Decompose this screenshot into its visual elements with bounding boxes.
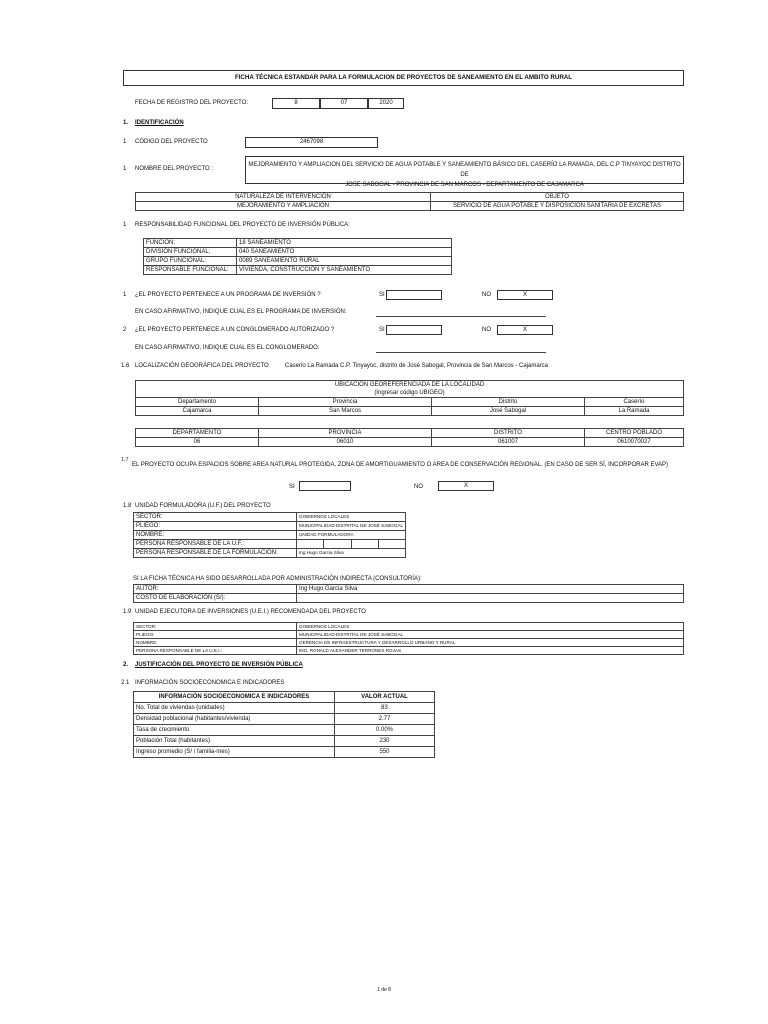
row-key: GRUPO FUNCIONAL: (144, 257, 237, 266)
responsabilidad-label: RESPONSABILIDAD FUNCIONAL DEL PROYECTO DE INVERSIÓN PÚBLICA: (135, 222, 350, 228)
autor-value: Ing Hugo Garcia Silva (297, 585, 684, 594)
table-row (134, 513, 406, 522)
conglomerado-no-label: NO (482, 327, 491, 333)
section-1-number: 1. (123, 120, 129, 126)
row-value: 18 SANEAMIENTO (237, 239, 452, 248)
costo-value (297, 594, 684, 603)
localizacion-number: 1.6 (121, 363, 130, 369)
table-row (144, 257, 452, 266)
col-header: Provincia (259, 398, 432, 407)
indicator-value: 83 (335, 703, 435, 714)
row-key: PERSONA RESPONSABLE DE LA U.E.I.: (134, 647, 297, 655)
indirecta-label: SI LA FICHA TÉCNICA HA SIDO DESARROLLADA POR ADMINISTRACIÓN INDIRECTA (CONSULTORÍA): (133, 576, 422, 582)
row-key: PERSONA RESPONSABLE DE LA U.F.: (134, 540, 297, 549)
page-number: 1 de 8 (377, 987, 391, 993)
socio-header-value: VALOR ACTUAL (335, 692, 435, 703)
nombre-line-1: MEJORAMIENTO Y AMPLIACION DEL SERVICIO DE AGUA POTABLE Y SANEAMIENTO BÁSICO DEL CASERÍO LA RAMADA, DEL C.P TINYAYOC DISTRITO DE (248, 162, 681, 178)
col-header: PROVINCIA (259, 429, 432, 438)
programa-answer-line[interactable] (376, 316, 546, 317)
uei-table (133, 622, 684, 655)
socio-header-indicator: INFORMACIÓN SOCIOECONOMICA E INDICADORES (134, 692, 335, 703)
uf-table (133, 512, 406, 558)
area-si-field[interactable] (299, 481, 351, 491)
col-header: Distrito (432, 398, 585, 407)
programa-no-field[interactable]: X (497, 290, 553, 300)
cell: Cajamarca (136, 407, 259, 416)
table-row (144, 266, 452, 275)
conglomerado-answer-line[interactable] (376, 352, 546, 353)
row-value: GOBIERNOS LOCALES (297, 513, 379, 522)
cell: 0610070027 (585, 438, 684, 447)
cell: José Sabogal (432, 407, 585, 416)
responsabilidad-table (143, 238, 452, 275)
row-key: RESPONSABLE FUNCIONAL: (144, 266, 237, 275)
programa-followup: EN CASO AFIRMATIVO, INDIQUE CUAL ES EL PROGRAMA DE INVERSIÓN: (135, 309, 347, 315)
row-value: MUNICIPALIDAD DISTRITAL DE JOSÉ SABOGAL (297, 522, 406, 531)
objeto-header: OBJETO (431, 193, 684, 202)
table-row (134, 647, 684, 655)
codigo-number: 1 (123, 139, 127, 145)
conglomerado-no-field[interactable]: X (497, 325, 553, 335)
area-number: 1.7 (121, 457, 129, 463)
row-value (297, 540, 324, 549)
costo-key: COSTO DE ELABORACIÓN (S/): (134, 594, 297, 603)
conglomerado-si-field[interactable] (386, 325, 442, 335)
indicator: Densidad poblacional (habitantes/vivienda) (134, 714, 335, 725)
indicator: Población Total (habitantes) (134, 736, 335, 747)
area-question: EL PROYECTO OCUPA ESPACIOS SOBRE AREA NATURAL PROTEGIDA, ZONA DE AMORTIGUAMIENTO O AREA DE CONSERVACIÓN REGIONAL. (EN CASO DE SER SÍ, INCORPORAR EVAP) (132, 462, 669, 468)
row-value: MUNICIPALIDAD DISTRITAL DE JOSÉ SABOGAL (297, 631, 684, 639)
conglomerado-question: ¿EL PROYECTO PERTENECE A UN CONGLOMERADO AUTORIZADO ? (135, 327, 335, 333)
uei-number: 1.9 (123, 609, 132, 615)
table-row (134, 549, 406, 558)
cell: La Ramada (585, 407, 684, 416)
conglomerado-followup: EN CASO AFIRMATIVO, INDIQUE CUAL ES EL CONGLOMERADO: (135, 345, 320, 351)
table-row (134, 736, 435, 747)
cell: 061007 (432, 438, 585, 447)
ubigeo-code-table (135, 428, 684, 447)
fecha-day[interactable]: 8 (272, 98, 320, 109)
row-value: Ing Hugo Garcia Silva (297, 549, 406, 558)
indicator: Tasa de crecimiento (134, 725, 335, 736)
objeto-value: SERVICIO DE AGUA POTABLE Y DISPOSICION SANITARIA DE EXCRETAS (431, 202, 684, 211)
document-title: FICHA TÉCNICA ESTANDAR PARA LA FORMULACION DE PROYECTOS DE SANEAMIENTO EN EL AMBITO RURAL (234, 74, 573, 81)
naturaleza-value: MEJORAMIENTO Y AMPLIACION (136, 202, 431, 211)
cell: 06010 (259, 438, 432, 447)
table-row (134, 747, 435, 758)
area-no-field[interactable]: X (438, 481, 494, 491)
fecha-month[interactable]: 07 (320, 98, 368, 109)
cell: San Marcos (259, 407, 432, 416)
row-value: 0089 SANEAMIENTO RURAL (237, 257, 452, 266)
cell: 06 (136, 438, 259, 447)
row-key: PLIEGO: (134, 522, 297, 531)
row-value: UNIDAD FORMULADORA (297, 531, 406, 540)
indicator: Ingreso promedio (S/ / familia-mes) (134, 747, 335, 758)
nombre-field[interactable] (245, 156, 684, 188)
row-value: 040 SANEAMIENTO (237, 248, 452, 257)
indicator: No. Total de viviendas (unidades) (134, 703, 335, 714)
ubigeo-subtitle: (Ingresar código UBIGEO) (136, 389, 684, 398)
table-row (134, 725, 435, 736)
table-row (134, 594, 684, 603)
programa-number: 1 (123, 292, 127, 298)
table-row (134, 714, 435, 725)
table-row (144, 239, 452, 248)
uei-label: UNIDAD EJECUTORA DE INVERSIONES (U.E.I.) RECOMENDADA DEL PROYECTO (135, 609, 366, 615)
table-row (134, 540, 406, 549)
indicator-value: 0.00% (335, 725, 435, 736)
table-row (134, 703, 435, 714)
section-1-title: IDENTIFICACIÓN (135, 120, 184, 126)
table-row (144, 248, 452, 257)
col-header: Departamento (136, 398, 259, 407)
autor-key: AUTOR: (134, 585, 297, 594)
col-header: DEPARTAMENTO (136, 429, 259, 438)
section-2-title: JUSTIFICACIÓN DEL PROYECTO DE INVERSIÓN PÚBLICA (135, 662, 303, 668)
row-key: SECTOR: (134, 513, 297, 522)
codigo-field[interactable]: 2467098 (245, 137, 378, 148)
row-key: NOMBRE: (134, 639, 297, 647)
indicator-value: 230 (335, 736, 435, 747)
col-header: CENTRO POBLADO (585, 429, 684, 438)
programa-si-field[interactable] (386, 290, 442, 300)
table-row (134, 639, 684, 647)
programa-si-label: SI (379, 292, 385, 298)
row-key: FUNCIÓN: (144, 239, 237, 248)
row-key: PERSONA RESPONSABLE DE LA FORMULACIÓN: (134, 549, 297, 558)
naturaleza-header: NATURALEZA DE INTERVENCIÓN (136, 193, 431, 202)
area-no-label: NO (414, 484, 423, 490)
socio-table (133, 691, 435, 758)
table-row (134, 531, 406, 540)
fecha-label: FECHA DE REGISTRO DEL PROYECTO: (135, 100, 249, 106)
conglomerado-number: 2 (123, 327, 127, 333)
table-row (134, 631, 684, 639)
nombre-number: 1 (123, 166, 127, 172)
indicator-value: 2.77 (335, 714, 435, 725)
nombre-line-2: JOSE SABOGAL - PROVINCIA DE SAN MARCOS - DEPARTAMENTO DE CAJAMARCA (345, 182, 584, 188)
row-value: GOBIERNOS LOCALES (297, 623, 684, 631)
ubigeo-table (135, 380, 684, 416)
conglomerado-si-label: SI (379, 327, 385, 333)
col-header: DISTRITO (432, 429, 585, 438)
naturaleza-table (135, 192, 684, 211)
row-value: ING. RONALD ALEXANDER TERRONES ROJAS (297, 647, 684, 655)
row-key: NOMBRE: (134, 531, 297, 540)
col-header: Caserío (585, 398, 684, 407)
ubigeo-title: UBICACIÓN GEOREFERENCIADA DE LA LOCALIDAD (136, 381, 684, 390)
programa-question: ¿EL PROYECTO PERTENECE A UN PROGRAMA DE INVERSIÓN ? (135, 292, 321, 298)
autor-table (133, 584, 684, 603)
row-value: GERENCIA DE INFRAESTRUCTURA Y DESARROLLO URBANO Y RURAL (297, 639, 684, 647)
codigo-label: CÓDIGO DEL PROYECTO (135, 139, 208, 145)
localizacion-value: Caserio La Ramada C.P. Tinyayoc, distrito de José Sabogal, Provincia de San Marcos - Cajamarca (285, 363, 549, 369)
row-value: VIVIENDA, CONSTRUCCIÓN Y SANEAMIENTO (237, 266, 452, 275)
table-row (134, 623, 684, 631)
indicator-value: 550 (335, 747, 435, 758)
localizacion-label: LOCALIZACIÓN GEOGRÁFICA DEL PROYECTO (135, 363, 269, 369)
section-2-number: 2. (123, 662, 129, 668)
fecha-year[interactable]: 2020 (368, 98, 404, 109)
row-key: DIVISIÓN FUNCIONAL: (144, 248, 237, 257)
uf-label: UNIDAD FORMULADORA (U.F.) DEL PROYECTO (135, 503, 271, 509)
document-title-box (123, 70, 684, 86)
table-row (134, 585, 684, 594)
socio-label: INFORMACIÓN SOCIOECONOMICA E INDICADORES (135, 680, 285, 686)
nombre-label: NOMBRE DEL PROYECTO : (135, 166, 214, 172)
area-si-label: SI (289, 484, 295, 490)
socio-number: 2.1 (121, 680, 130, 686)
programa-no-label: NO (482, 292, 491, 298)
uf-number: 1.8 (123, 503, 132, 509)
row-key: SECTOR: (134, 623, 297, 631)
table-row (134, 522, 406, 531)
row-key: PLIEGO: (134, 631, 297, 639)
responsabilidad-number: 1 (123, 222, 127, 228)
